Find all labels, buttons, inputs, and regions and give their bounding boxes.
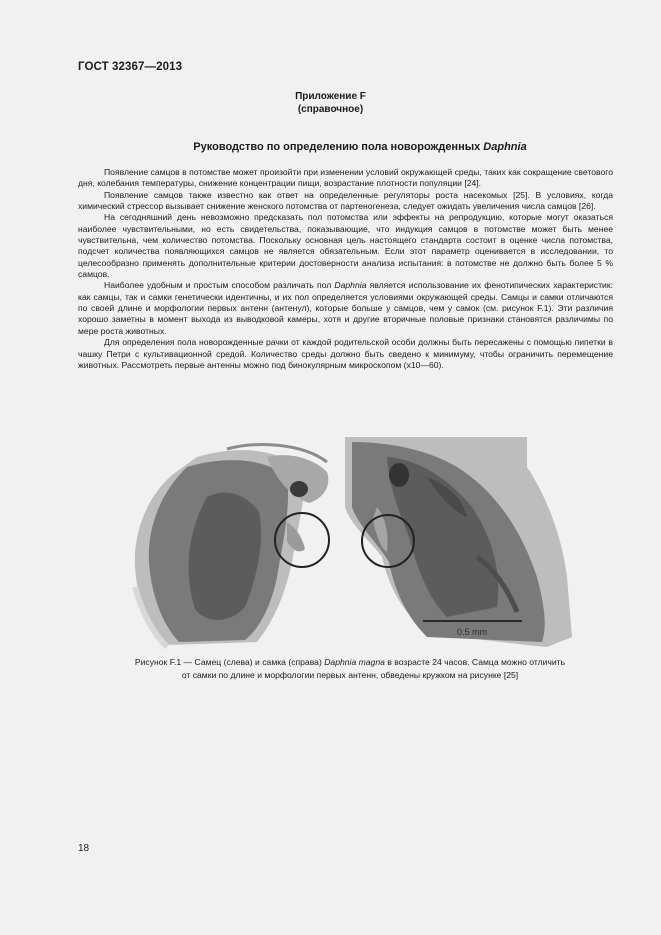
standard-code: ГОСТ 32367—2013 (78, 61, 183, 73)
section-title-species: Daphnia (483, 141, 527, 153)
paragraph-5: Для определения пола новорожденные рачки от каждой родительской особи должны быть пересажены с помощью пипетки в чашку Петри с культивационной средой. Количество среды должно быть сведено к минимуму, чтобы ограничить перемещение животных. Рассмотреть первые антенны можно под бинокулярным микроскопом (х10—60). (78, 337, 613, 370)
paragraph-3: На сегодняшний день невозможно предсказать пол потомства или эффекты на репродукцию, которые могут оказаться наиболее чувствительными, но есть свидетельства, показывающие, что индукция самцов в потомстве может быть менее чувствительна, чем количество потомства. Поскольку основная цель настоящего стандарта состоит в оценке числа потомства, подсчет количества появляющихся самцов не является обязательным. Если этот параметр оценивается в исследовании, то целесообразно применять дополнительные критерии достоверности анализа испытания: в потомстве не должно быть более 5 % самцов. (78, 212, 613, 280)
caption-line-1 (60, 656, 640, 669)
paragraph-4-species: Daphnia (334, 280, 367, 291)
daphnia-micrograph-figure (127, 437, 572, 650)
section-title-text: Руководство по определению пола новорожденных (193, 141, 484, 153)
page-number: 18 (78, 843, 90, 854)
caption-after: в возрасте 24 часов. Самца можно отличить (384, 657, 566, 667)
appendix-type: (справочное) (297, 104, 364, 115)
paragraph-4-after: является использование их фенотипических характеристик: как самцы, так и самки генетически идентичны, и их пол определяется условиями окружающей среды. Самцы и самки отличаются по своей длине и морфологии первых антенн (антенул), которые больше у самцов, чем у самок (см. рисунок F.1). Эти различия хорошо заметны в момент выхода из выводковой камеры, хотя и другие вторичные половые признаки становятся различимы по мере роста животных. (78, 280, 613, 336)
caption-before: Рисунок F.1 — Самец (слева) и самка (справа) (134, 657, 325, 667)
paragraph-4-before: Наиболее удобным и простым способом различать пол (104, 280, 335, 291)
paragraph-2: Появление самцов также известно как ответ на определенные регуляторы роста насекомых [25]. В условиях, когда химический стрессор вызывает снижение женского потомства от партеногенеза, следует ожидать увеличения числа самцов [26]. (78, 189, 613, 212)
paragraph-4 (78, 280, 613, 337)
paragraph-1: Появление самцов в потомстве может произойти при изменении условий окружающей среды, таких как сокращение светового дня, колебания температуры, снижение концентрации пищи, возрастание плотности популяции [24]. (78, 167, 613, 189)
caption-species: Daphnia magna (324, 657, 385, 667)
appendix-title: Приложение F (295, 91, 366, 102)
caption-line-2: от самки по длине и морфологии первых антенн, обведены кружком на рисунке [25] (181, 669, 519, 680)
figure-caption (60, 656, 640, 681)
section-title (60, 141, 660, 153)
scale-label: 0.5 mm (456, 627, 488, 637)
body-text (78, 167, 613, 371)
